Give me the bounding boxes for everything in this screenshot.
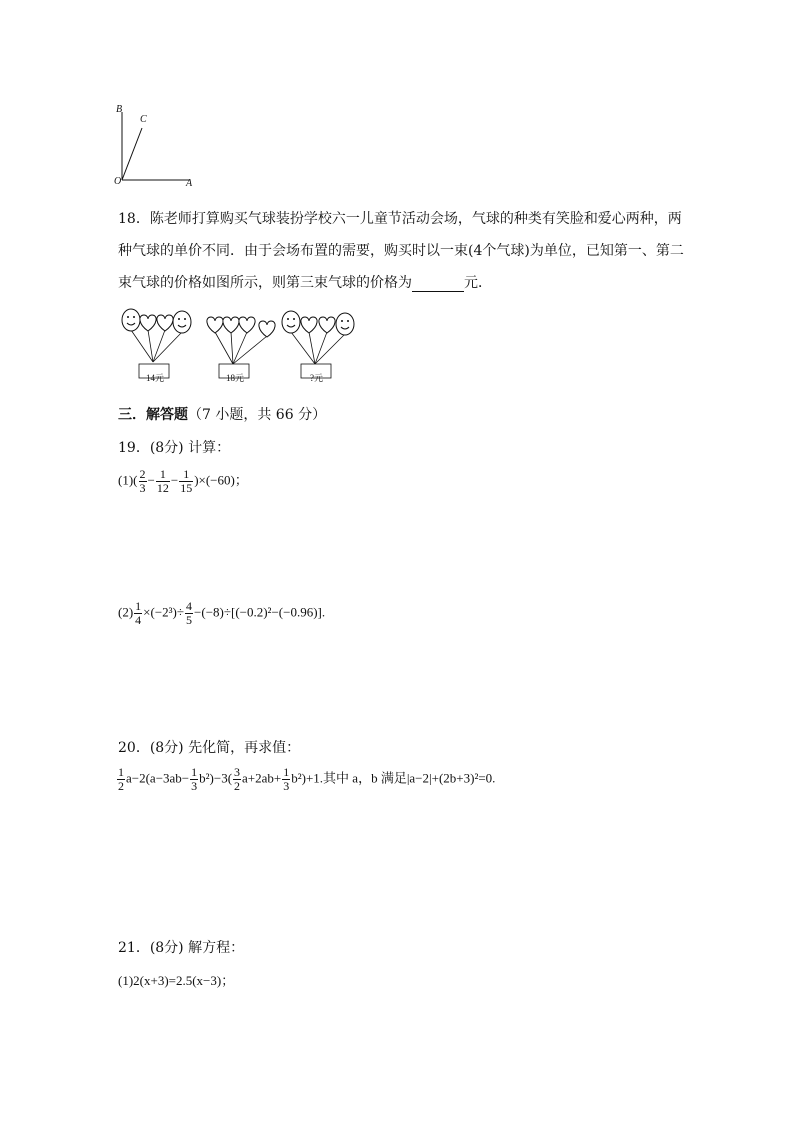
q19-p2-frac2: $\frac{4}{5}$ bbox=[186, 599, 193, 627]
q20-frac2: $\frac{1}{3}$ bbox=[191, 765, 198, 793]
balloon-bunch-2 bbox=[207, 317, 275, 378]
q20-seg1: a−2(a−3ab− bbox=[126, 770, 190, 786]
q19-p2-mid: ×(−2³)÷ bbox=[143, 604, 185, 620]
q19-p2-frac1: $\frac{1}{4}$ bbox=[135, 599, 142, 627]
q18-line3-after: 元． bbox=[464, 275, 492, 291]
q20-expression bbox=[116, 766, 495, 793]
label-o: O bbox=[114, 176, 122, 187]
label-c: C bbox=[140, 114, 147, 125]
q18-line3 bbox=[118, 272, 492, 292]
balloons-figure bbox=[115, 306, 365, 384]
q19-part2 bbox=[118, 600, 325, 627]
q19-p1-op1: − bbox=[147, 472, 155, 488]
balloon-bunch-1 bbox=[122, 309, 191, 378]
balloon-bunch-3 bbox=[282, 311, 354, 378]
q20-frac4: $\frac{1}{3}$ bbox=[283, 765, 290, 793]
q18-line3-before: 束气球的价格如图所示，则第三束气球的价格为 bbox=[118, 275, 412, 291]
q20-frac3: $\frac{3}{2}$ bbox=[234, 765, 241, 793]
price-label-2: 18元 bbox=[226, 373, 245, 383]
q18-line1: 18．陈老师打算购买气球装扮学校六一儿童节活动会场，气球的种类有笑脸和爱心两种，两 bbox=[118, 211, 682, 227]
q20-seg3: a+2ab+ bbox=[242, 770, 282, 786]
q19-p1-frac2: $\frac{1}{12}$ bbox=[156, 467, 169, 495]
q19-part1 bbox=[118, 468, 248, 495]
q21-head: 21．(8分) 解方程： bbox=[118, 940, 245, 956]
label-a: A bbox=[186, 178, 193, 189]
q19-p1-tail: )×(−60)； bbox=[194, 472, 248, 488]
q19-p1-frac3: $\frac{1}{15}$ bbox=[180, 467, 193, 495]
q18-line2: 种气球的单价不同．由于会场布置的需要，购买时以一束(4个气球)为单位，已知第一、第二 bbox=[118, 243, 684, 259]
price-label-1: 14元 bbox=[146, 373, 165, 383]
q19-p1-prefix: (1)( bbox=[118, 472, 138, 488]
q21-part1: (1)2(x+3)=2.5(x−3)； bbox=[118, 973, 235, 988]
section-title bbox=[118, 404, 326, 424]
q19-p2-prefix: (2) bbox=[118, 604, 134, 620]
q19-head: 19．(8分) 计算： bbox=[118, 440, 231, 456]
section-note: （7 小题，共 66 分） bbox=[188, 407, 327, 423]
angle-figure bbox=[112, 100, 202, 192]
answer-blank bbox=[412, 277, 464, 292]
q19-p1-op2: − bbox=[170, 472, 179, 488]
price-label-3: ?元 bbox=[310, 373, 323, 383]
label-b: B bbox=[116, 104, 123, 115]
ray-oc bbox=[122, 128, 142, 180]
section-heading: 三．解答题 bbox=[118, 407, 188, 423]
q20-seg4: b²)+1.其中 a，b 满足|a−2|+(2b+3)²=0. bbox=[291, 770, 496, 786]
q20-seg2: b²)−3( bbox=[199, 770, 233, 786]
q20-head: 20．(8分) 先化简，再求值： bbox=[118, 740, 301, 756]
q19-p2-tail: −(−8)÷[(−0.2)²−(−0.96)]. bbox=[194, 604, 326, 620]
q19-p1-frac1: $\frac{2}{3}$ bbox=[139, 467, 146, 495]
q20-frac1: $\frac{1}{2}$ bbox=[118, 765, 124, 793]
